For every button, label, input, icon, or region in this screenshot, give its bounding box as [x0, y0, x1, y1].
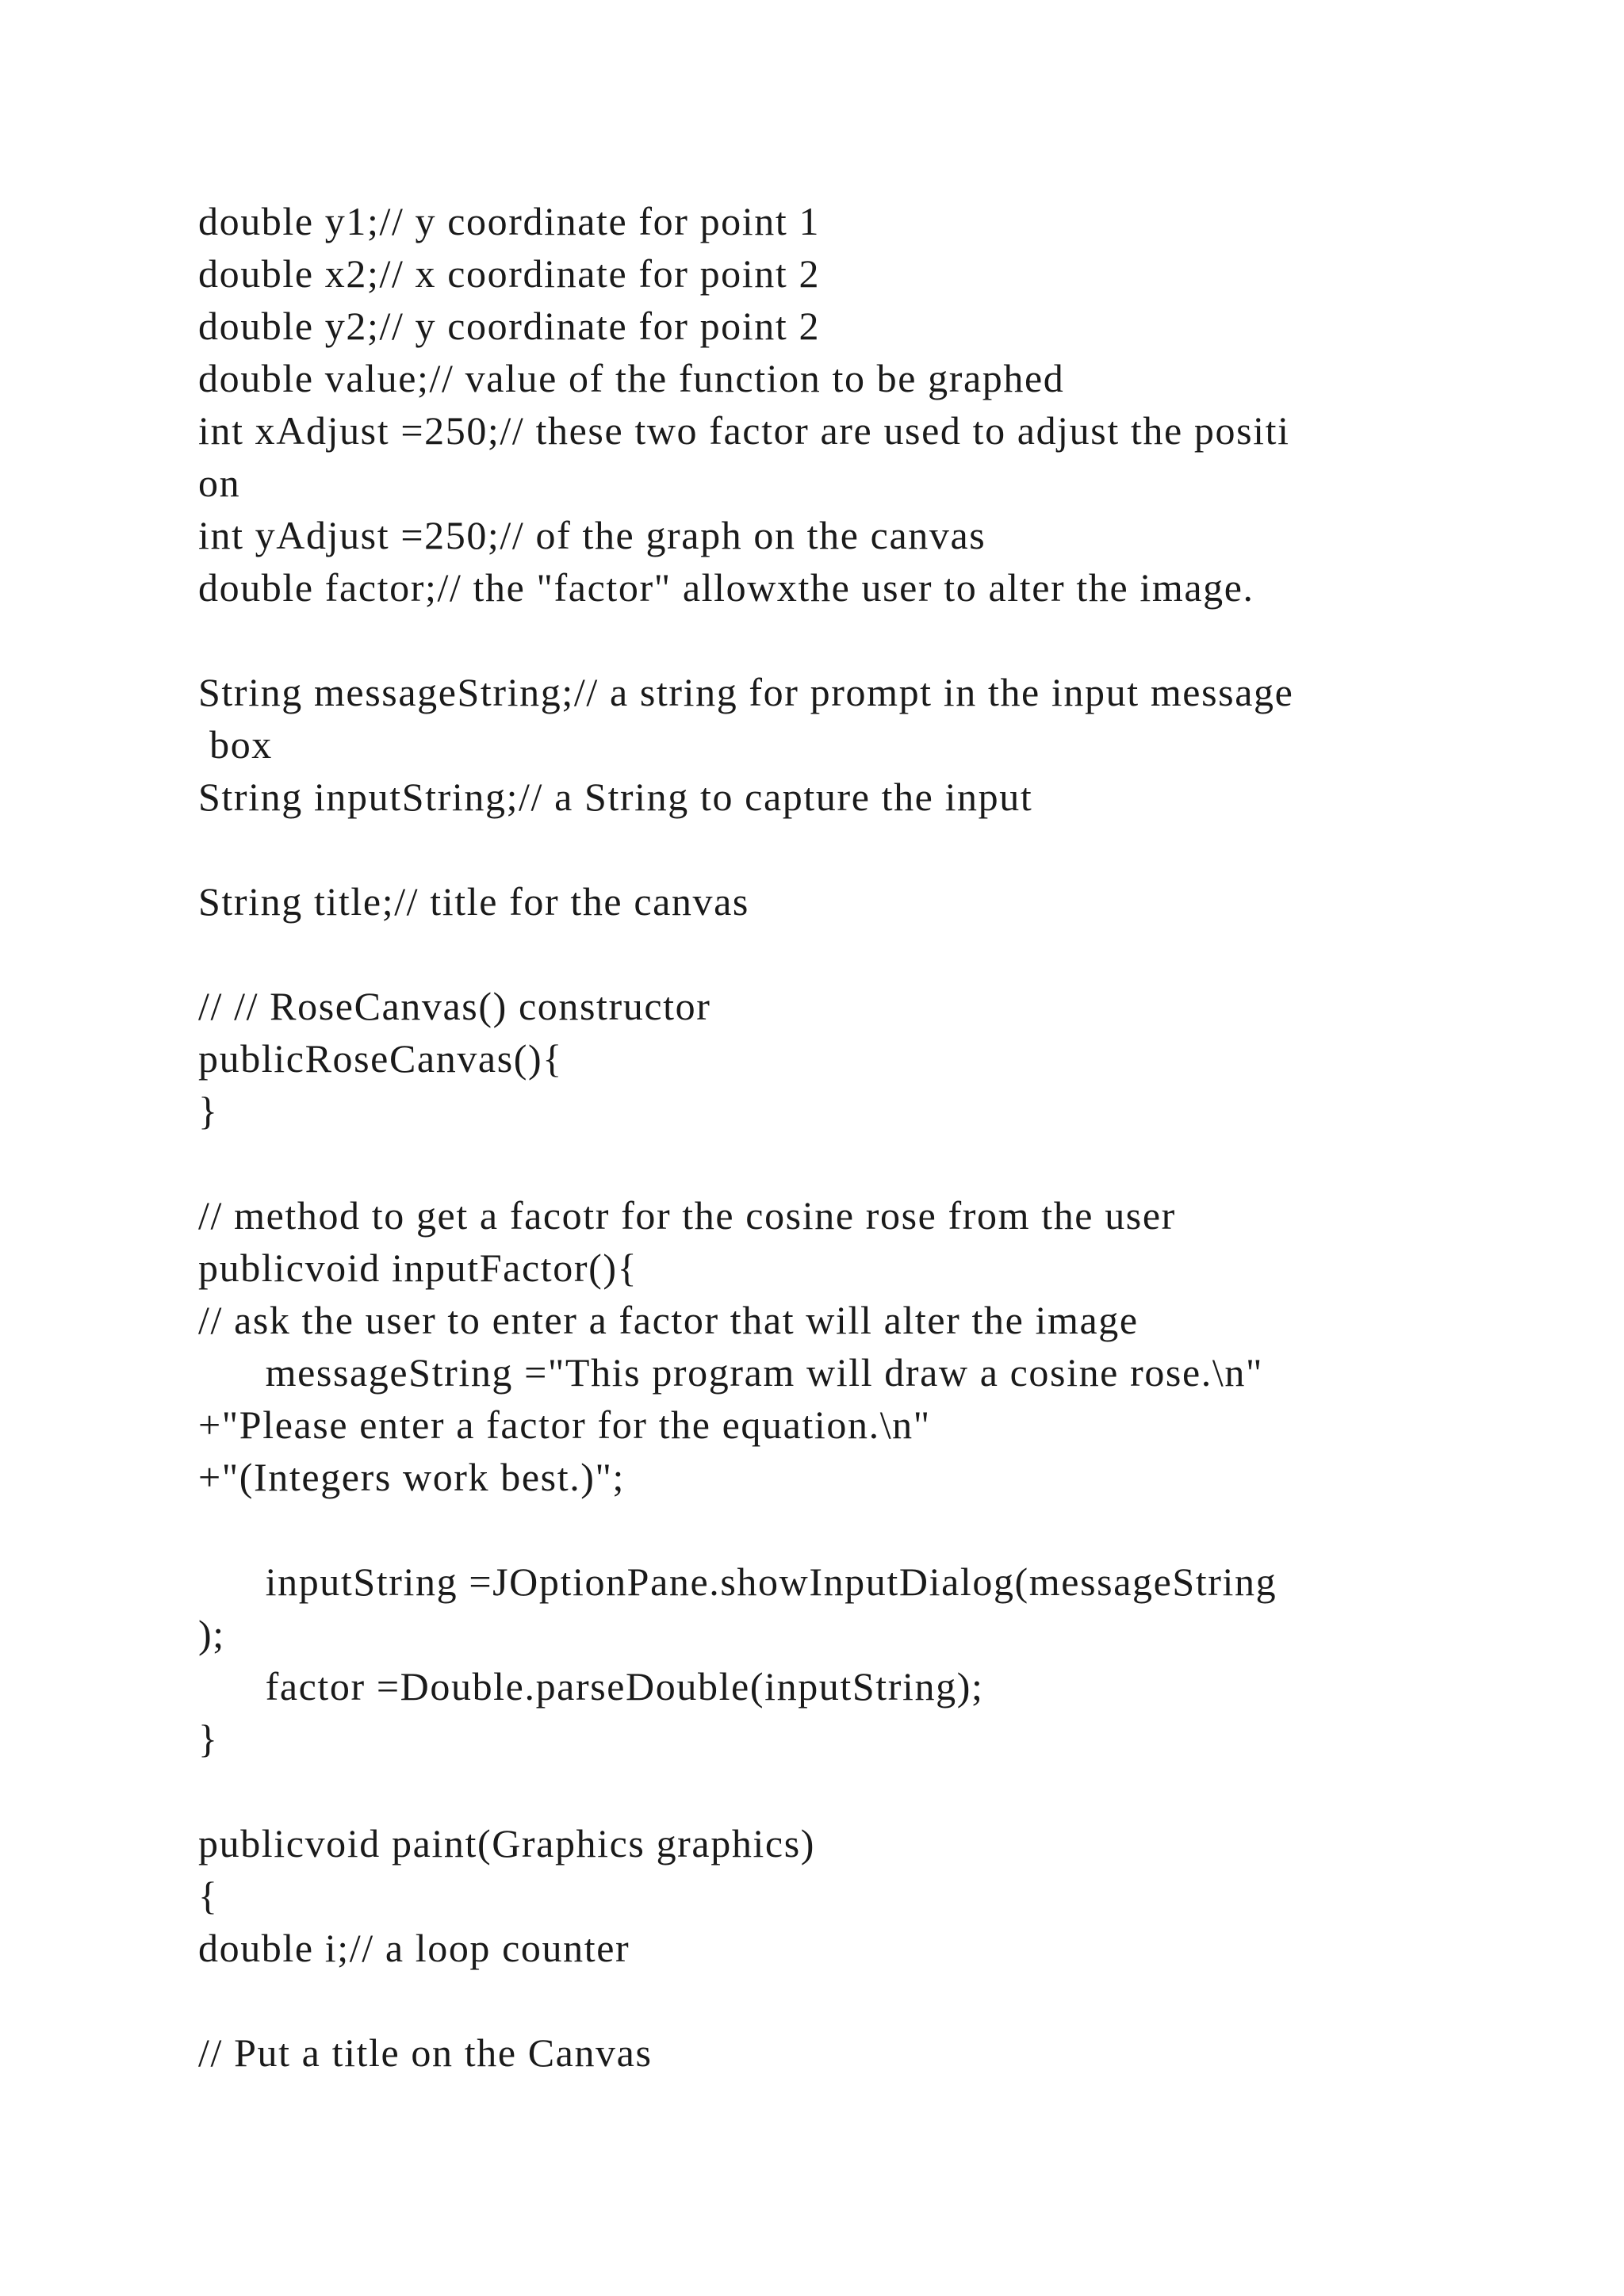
code-line: // // RoseCanvas() constructor: [198, 984, 711, 1028]
code-line: int yAdjust =250;// of the graph on the canvas: [198, 513, 986, 557]
code-line: +"Please enter a factor for the equation.\n": [198, 1402, 931, 1447]
code-line: factor =Double.parseDouble(inputString);: [198, 1664, 984, 1709]
blank-line: [198, 928, 1530, 980]
code-line: box: [198, 722, 273, 767]
code-line: double value;// value of the function to be graphed: [198, 356, 1065, 400]
code-line: int xAdjust =250;// these two factor are used to adjust the positi: [198, 408, 1290, 453]
code-line: on: [198, 461, 241, 505]
code-line: }: [198, 1089, 219, 1133]
blank-line: [198, 1137, 1530, 1189]
code-line: publicvoid paint(Graphics graphics): [198, 1821, 816, 1866]
blank-line: [198, 1974, 1530, 2026]
blank-line: [198, 1503, 1530, 1556]
blank-line: [198, 614, 1530, 666]
blank-line: [198, 1765, 1530, 1817]
code-line: double y1;// y coordinate for point 1: [198, 199, 821, 243]
code-line: inputString =JOptionPane.showInputDialog(messageString: [198, 1559, 1277, 1604]
code-line: {: [198, 1873, 219, 1918]
code-line: publicRoseCanvas(){: [198, 1036, 563, 1081]
code-line: // Put a title on the Canvas: [198, 2030, 653, 2075]
code-line: +"(Integers work best.)";: [198, 1455, 626, 1499]
blank-line: [198, 823, 1530, 875]
code-line: messageString ="This program will draw a cosine rose.\n": [198, 1350, 1263, 1395]
code-line: );: [198, 1612, 225, 1656]
code-line: double x2;// x coordinate for point 2: [198, 251, 821, 296]
code-text-block: [198, 195, 1530, 2079]
code-line: String title;// title for the canvas: [198, 879, 749, 924]
code-line: String inputString;// a String to capture the input: [198, 775, 1033, 819]
code-line: double factor;// the "factor" allowxthe user to alter the image.: [198, 565, 1254, 610]
code-line: double y2;// y coordinate for point 2: [198, 304, 821, 348]
code-line: // ask the user to enter a factor that will alter the image: [198, 1298, 1139, 1342]
code-line: publicvoid inputFactor(){: [198, 1246, 638, 1290]
code-line: // method to get a facotr for the cosine rose from the user: [198, 1193, 1176, 1238]
code-line: }: [198, 1716, 219, 1761]
code-line: String messageString;// a string for prompt in the input message: [198, 670, 1294, 714]
code-line: double i;// a loop counter: [198, 1926, 630, 1970]
